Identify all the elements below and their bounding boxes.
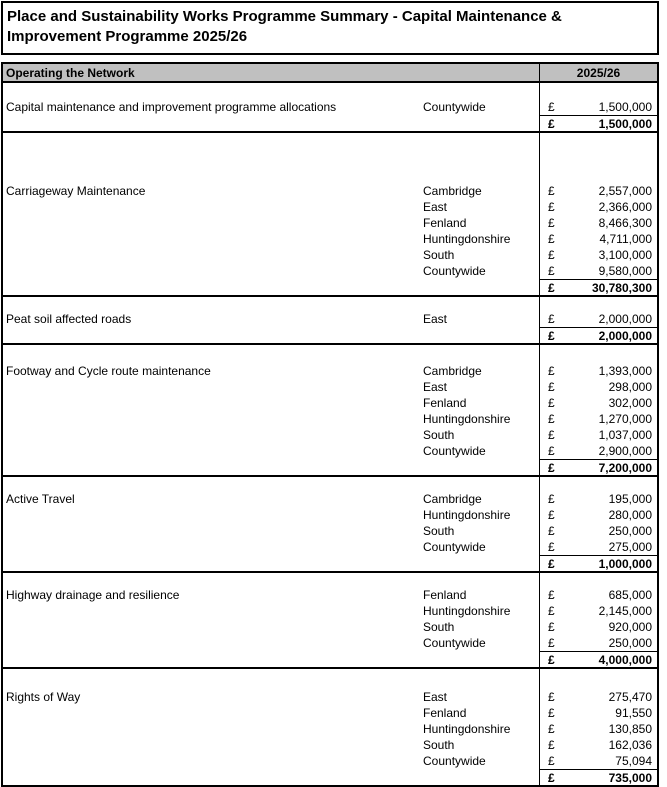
amount-value: 130,850 (608, 722, 652, 736)
currency-symbol: £ (548, 620, 555, 634)
allocation-row (3, 263, 657, 279)
currency-symbol: £ (548, 706, 555, 720)
amount-value: 250,000 (608, 636, 652, 650)
allocation-row (3, 363, 657, 379)
amount-value: 920,000 (608, 620, 652, 634)
table-body (3, 83, 657, 787)
section-total-cell (540, 555, 657, 571)
programme-section (3, 345, 657, 477)
amount-value: 275,000 (608, 540, 652, 554)
programme-name: Capital maintenance and improvement programme allocations (6, 100, 337, 114)
area-name: Cambridge (423, 492, 482, 506)
amount-cell (540, 411, 657, 427)
allocation-row (3, 183, 657, 199)
area-name: South (423, 248, 455, 262)
area-name: Cambridge (423, 364, 482, 378)
amount-value: 685,000 (608, 588, 652, 602)
programme-name: Carriageway Maintenance (6, 184, 146, 198)
currency-symbol: £ (548, 722, 555, 736)
allocation-row (3, 491, 657, 507)
allocation-row (3, 199, 657, 215)
amount-cell (540, 753, 657, 769)
amount-cell (540, 737, 657, 753)
section-total-value: 1,000,000 (598, 556, 652, 571)
programme-section (3, 573, 657, 669)
allocation-row (3, 523, 657, 539)
section-total-cell (540, 769, 657, 785)
amount-cell (540, 443, 657, 459)
section-total-row (3, 115, 657, 131)
area-name: Countywide (423, 444, 486, 458)
allocation-row (3, 619, 657, 635)
currency-symbol: £ (548, 636, 555, 650)
section-total-row (3, 459, 657, 475)
section-total-cell (540, 651, 657, 667)
currency-symbol: £ (548, 312, 555, 326)
currency-symbol: £ (548, 248, 555, 262)
programme-name: Active Travel (6, 492, 75, 506)
amount-value: 91,550 (615, 706, 652, 720)
table-header-row (3, 62, 657, 83)
currency-symbol: £ (548, 280, 555, 295)
area-name: Fenland (423, 588, 467, 602)
amount-value: 302,000 (608, 396, 652, 410)
amount-value: 1,393,000 (598, 364, 652, 378)
section-total-row (3, 555, 657, 571)
currency-symbol: £ (548, 428, 555, 442)
amount-value: 1,037,000 (598, 428, 652, 442)
amount-value: 1,500,000 (598, 100, 652, 114)
amount-value: 9,580,000 (598, 264, 652, 278)
amount-value: 3,100,000 (598, 248, 652, 262)
section-total-value: 1,500,000 (598, 116, 652, 131)
allocation-row (3, 753, 657, 769)
currency-symbol: £ (548, 232, 555, 246)
section-rows (3, 183, 657, 279)
area-name: South (423, 620, 455, 634)
allocation-row (3, 231, 657, 247)
section-total-row (3, 279, 657, 295)
section-rows (3, 689, 657, 769)
programme-name: Footway and Cycle route maintenance (6, 364, 211, 378)
programme-name: Rights of Way (6, 690, 81, 704)
area-name: South (423, 428, 455, 442)
currency-symbol: £ (548, 604, 555, 618)
currency-symbol: £ (548, 770, 555, 785)
amount-cell (540, 587, 657, 603)
section-rows (3, 587, 657, 651)
allocation-row (3, 539, 657, 555)
allocation-row (3, 427, 657, 443)
amount-cell (540, 99, 657, 115)
amount-cell (540, 539, 657, 555)
header-category-label: Operating the Network (6, 65, 135, 80)
area-name: East (423, 312, 448, 326)
area-name: East (423, 690, 448, 704)
amount-cell (540, 635, 657, 651)
amount-cell (540, 523, 657, 539)
programme-section (3, 297, 657, 345)
currency-symbol: £ (548, 184, 555, 198)
section-total-row (3, 327, 657, 343)
amount-value: 2,000,000 (598, 312, 652, 326)
amount-value: 280,000 (608, 508, 652, 522)
currency-symbol: £ (548, 364, 555, 378)
amount-cell (540, 363, 657, 379)
amount-cell (540, 183, 657, 199)
allocation-row (3, 379, 657, 395)
area-name: East (423, 200, 448, 214)
area-name: Cambridge (423, 184, 482, 198)
area-name: Fenland (423, 706, 467, 720)
currency-symbol: £ (548, 738, 555, 752)
amount-cell (540, 619, 657, 635)
currency-symbol: £ (548, 200, 555, 214)
currency-symbol: £ (548, 412, 555, 426)
allocation-row (3, 603, 657, 619)
area-name: Countywide (423, 540, 486, 554)
currency-symbol: £ (548, 216, 555, 230)
currency-symbol: £ (548, 100, 555, 114)
currency-symbol: £ (548, 328, 555, 343)
header-year-label: 2025/26 (539, 64, 657, 81)
amount-cell (540, 311, 657, 327)
currency-symbol: £ (548, 540, 555, 554)
currency-symbol: £ (548, 508, 555, 522)
currency-symbol: £ (548, 492, 555, 506)
amount-cell (540, 721, 657, 737)
amount-value: 275,470 (608, 690, 652, 704)
amount-value: 75,094 (615, 754, 652, 768)
amount-value: 2,366,000 (598, 200, 652, 214)
amount-cell (540, 427, 657, 443)
amount-cell (540, 705, 657, 721)
allocation-row (3, 411, 657, 427)
currency-symbol: £ (548, 380, 555, 394)
currency-symbol: £ (548, 754, 555, 768)
allocation-row (3, 215, 657, 231)
amount-cell (540, 379, 657, 395)
currency-symbol: £ (548, 116, 555, 131)
section-total-cell (540, 327, 657, 343)
amount-cell (540, 199, 657, 215)
amount-cell (540, 689, 657, 705)
allocation-row (3, 635, 657, 651)
allocation-row (3, 721, 657, 737)
section-total-cell (540, 115, 657, 131)
area-name: Huntingdonshire (423, 508, 511, 522)
currency-symbol: £ (548, 444, 555, 458)
amount-cell (540, 231, 657, 247)
section-total-value: 7,200,000 (598, 460, 652, 475)
section-total-cell (540, 279, 657, 295)
amount-value: 298,000 (608, 380, 652, 394)
currency-symbol: £ (548, 556, 555, 571)
currency-symbol: £ (548, 460, 555, 475)
currency-symbol: £ (548, 588, 555, 602)
amount-cell (540, 215, 657, 231)
amount-cell (540, 247, 657, 263)
area-name: Huntingdonshire (423, 604, 511, 618)
section-rows (3, 363, 657, 459)
allocation-row (3, 689, 657, 705)
section-total-value: 735,000 (608, 770, 652, 785)
section-rows (3, 491, 657, 555)
amount-cell (540, 491, 657, 507)
programme-section (3, 83, 657, 133)
allocation-row (3, 395, 657, 411)
amount-value: 2,900,000 (598, 444, 652, 458)
amount-cell (540, 395, 657, 411)
area-name: Fenland (423, 216, 467, 230)
amount-value: 2,145,000 (598, 604, 652, 618)
area-name: Huntingdonshire (423, 412, 511, 426)
amount-cell (540, 263, 657, 279)
section-total-row (3, 651, 657, 667)
allocation-row (3, 311, 657, 327)
section-total-value: 30,780,300 (591, 280, 652, 295)
allocation-row (3, 737, 657, 753)
currency-symbol: £ (548, 652, 555, 667)
area-name: East (423, 380, 448, 394)
programme-name: Highway drainage and resilience (6, 588, 180, 602)
amount-value: 250,000 (608, 524, 652, 538)
programme-section (3, 669, 657, 787)
amount-value: 162,036 (608, 738, 652, 752)
section-rows (3, 99, 657, 115)
area-name: Huntingdonshire (423, 232, 511, 246)
allocation-row (3, 443, 657, 459)
programme-section (3, 477, 657, 573)
currency-symbol: £ (548, 264, 555, 278)
area-name: South (423, 524, 455, 538)
section-total-value: 4,000,000 (598, 652, 652, 667)
section-total-value: 2,000,000 (598, 328, 652, 343)
allocation-row (3, 99, 657, 115)
programme-name: Peat soil affected roads (6, 312, 132, 326)
allocation-row (3, 507, 657, 523)
amount-value: 195,000 (608, 492, 652, 506)
section-rows (3, 311, 657, 327)
area-name: Countywide (423, 754, 486, 768)
allocation-row (3, 705, 657, 721)
allocation-row (3, 587, 657, 603)
document-title: Place and Sustainability Works Programme Summary - Capital Maintenance & Improvement Programme 2025/26 (1, 1, 659, 55)
amount-cell (540, 603, 657, 619)
amount-value: 1,270,000 (598, 412, 652, 426)
amount-cell (540, 507, 657, 523)
area-name: Countywide (423, 636, 486, 650)
section-total-cell (540, 459, 657, 475)
section-total-row (3, 769, 657, 785)
area-name: Huntingdonshire (423, 722, 511, 736)
area-name: Fenland (423, 396, 467, 410)
amount-value: 8,466,300 (598, 216, 652, 230)
area-name: South (423, 738, 455, 752)
title-table-gap (1, 55, 659, 62)
amount-value: 4,711,000 (599, 232, 652, 246)
currency-symbol: £ (548, 396, 555, 410)
programme-summary-table (1, 62, 659, 787)
area-name: Countywide (423, 264, 486, 278)
area-name: Countywide (423, 100, 486, 114)
programme-section (3, 133, 657, 297)
currency-symbol: £ (548, 524, 555, 538)
amount-value: 2,557,000 (598, 184, 652, 198)
currency-symbol: £ (548, 690, 555, 704)
allocation-row (3, 247, 657, 263)
